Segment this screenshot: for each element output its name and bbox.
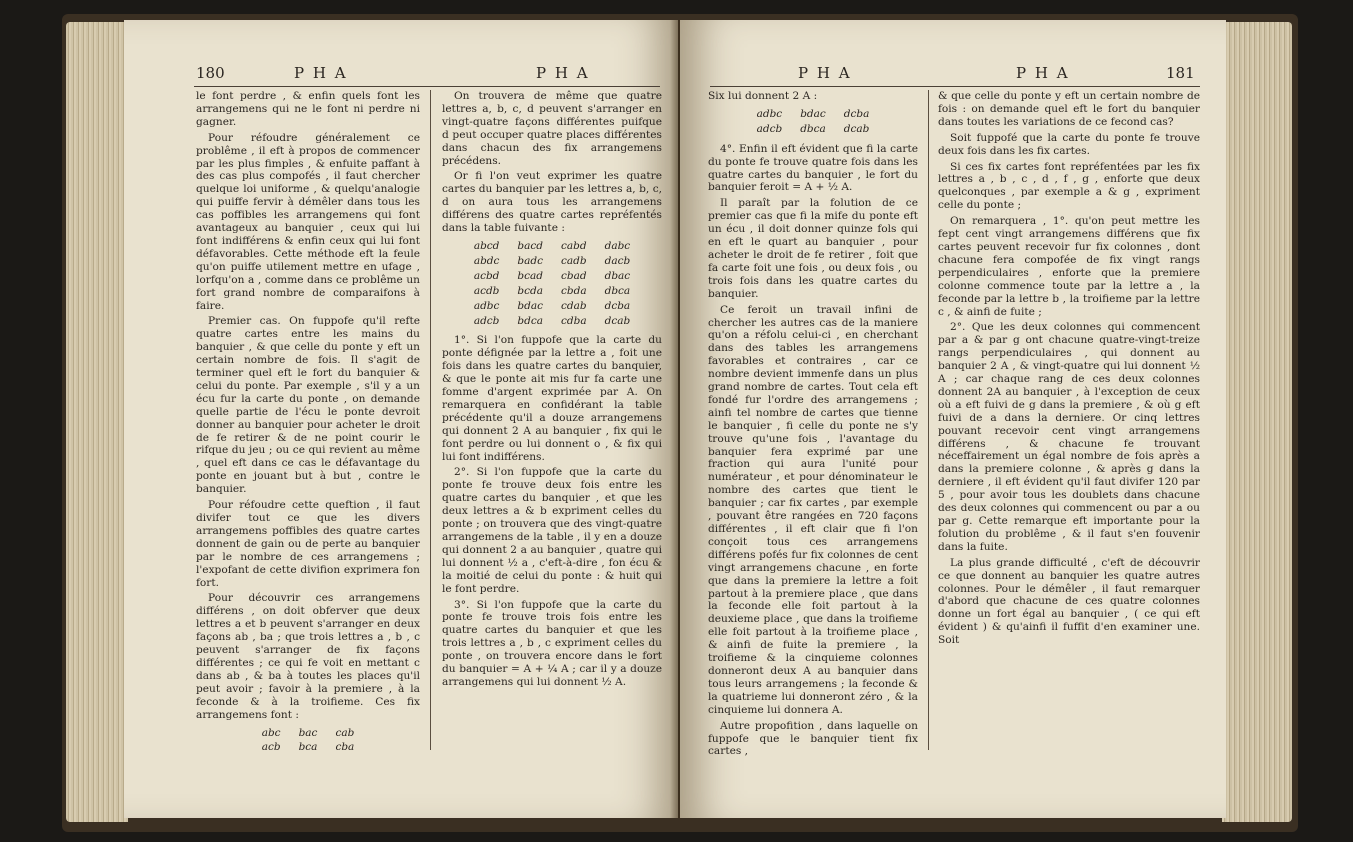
paragraph: La plus grande difficulté , c'eft de découvrir ce que donnent au banquier les quatre autres colonnes. Pour le démêler , il faut remarquer d'abord que chacune de ces quatre colonnes donne un fort égal au banquier , ( ce qui eft évident ) & qu'ainfi il fuffit d'en examiner une. Soit [938,556,1200,647]
table-cell: abc [261,726,281,739]
column-rule [430,90,431,750]
paragraph: 4°. Enfin il eft évident que fi la carte du ponte fe trouve quatre fois dans les quatre cartes du banquier , le fort du banquier feroit = A + ½ A. [708,142,918,194]
table-cell: adcb [756,122,783,135]
table-cell: abcd [473,239,500,252]
table-cell: cdab [561,299,587,312]
page-number: 181 [1166,64,1195,82]
table-cell: adbc [473,299,500,312]
table-cell: bdac [800,107,826,120]
paragraph: On trouvera de même que quatre lettres a, b, c, d peuvent s'arranger en vingt-quatre façons différentes puifque d peut occuper quatre places différentes dans chacun des fix arrangemens précédens. [442,90,662,167]
paragraph: Autre propofition , dans laquelle on fuppofe que le banquier tient fix cartes , [708,719,918,758]
table-cell: dacb [604,254,631,267]
table-cell: bca [298,741,318,754]
right-page [680,20,1226,818]
left-column-1 [196,90,420,761]
table-cell: dbca [604,284,631,297]
table-cell: dcab [604,314,631,327]
paragraph: Si ces fix cartes font repréfentées par les fix lettres a , b , c , d , f , g , enforte que deux quelconques , par exemple a & g , expriment celle du ponte ; [938,160,1200,212]
page-number: 180 [196,64,225,82]
table-cell: cba [335,741,355,754]
table-cell: abdc [473,254,500,267]
table-cell: adbc [756,107,783,120]
permutation-table [708,107,918,137]
header-rule [194,86,660,87]
left-page [124,20,678,818]
running-header: P H A [798,64,852,82]
left-column-2 [442,90,662,692]
paragraph: Soit fuppofé que la carte du ponte fe trouve deux fois dans les fix cartes. [938,131,1200,157]
table-cell: bacd [517,239,543,252]
paragraph: Ce feroit un travail infini de chercher les autres cas de la maniere qu'on a réfolu celui-ci , en cherchant dans des tables les arrangemens favorables et contraires , car ce nombre devient immenfe dans un plus grand nombre de cartes. Tout cela eft fondé fur l'ordre des arrangemens ; ainfi tel nombre de cartes que tienne le banquier , fi celle du ponte ne s'y trouve qu'une fois , l'avantage du banquier fera exprimé par une fraction qui aura l'unité pour numérateur , et pour dénominateur le nombre des cartes que tient le banquier ; car fix cartes , par exemple , pouvant être rangées en 720 façons différentes , il eft clair que fi l'on conçoit tous ces arrangemens différens pofés fur fix colonnes de cent vingt arrangemens chacune , en forte que dans la premiere la lettre a foit partout à la premiere place , que dans la feconde elle foit partout à la deuxieme place , que dans la troifieme elle foit partout à la troifieme place , & ainfi de fuite la premiere , la troifieme & la cinquieme colonnes donneront deux A au banquier dans tous leurs arrangemens ; la feconde & la quatrieme lui donneront zéro , & la cinquieme lui donnera A. [708,303,918,716]
table-cell: dabc [604,239,631,252]
table-cell: badc [517,254,543,267]
table-cell: bcad [517,269,543,282]
running-header: P H A [1016,64,1070,82]
table-cell: bdac [517,299,543,312]
table-cell: cab [335,726,355,739]
table-cell: adcb [473,314,500,327]
paragraph: Premier cas. On fuppofe qu'il refte quatre cartes entre les mains du banquier , & que celle du ponte y eft un certain nombre de fois. Il s'agit de terminer quel eft le fort du banquier & celui du ponte. Par exemple , s'il y a un écu fur la carte du ponte , on demande quelle partie de l'écu le ponte devroit donner au banquier pour acheter le droit de fe retirer & de ne point courir le rifque du jeu ; ou ce qui revient au même , quel eft dans ce cas le défavantage du ponte en jouant but à but , contre le banquier. [196,315,420,496]
table-cell: cbad [561,269,587,282]
paragraph: le font perdre , & enfin quels font les arrangemens qui ne le font ni perdre ni gagner. [196,90,420,128]
table-cell: dbca [800,122,826,135]
table-cell: cadb [561,254,587,267]
header-rule [710,86,1200,87]
table-cell: dbac [604,269,631,282]
paragraph: Six lui donnent 2 A : [708,90,818,102]
table-cell: acbd [473,269,500,282]
paragraph: & que celle du ponte y eft un certain nombre de fois : on demande quel eft le fort du banquier dans toutes les variations de ce fecond cas? [938,90,1200,128]
table-cell: cbda [561,284,587,297]
column-rule [928,90,929,750]
left-page-edges [66,22,128,822]
running-header: P H A [294,64,348,82]
paragraph: 2°. Si l'on fuppofe que la carte du ponte fe trouve deux fois entre les quatre cartes du banquier , et que les deux lettres a & b expriment celles du ponte ; on trouvera que des vingt-quatre arrangemens de la table , il y en a douze qui donnent 2 a au banquier , quatre qui lui donnent ½ a , c'eft-à-dire , fon écu & la moitié de celui du ponte : & huit qui le font perdre. [442,466,662,595]
table-cell: dcba [843,107,870,120]
running-header: P H A [536,64,590,82]
paragraph: 2°. Que les deux colonnes qui commencent par a & par g ont chacune quatre-vingt-treize rangs perpendiculaires , qui donnent au banquier 2 A , & vingt-quatre qui lui donnent ½ A ; car chaque rang de ces deux colonnes donnent 2A au banquier , à l'exception de ceux où a eft fuivi de g dans la premiere , & où g eft fuivi de a dans la derniere. Or cinq lettres pouvant recevoir cent vingt arrangemens différens , & chacune fe trouvant néceffairement un égal nombre de fois après a dans la premiere colonne , & après g dans la derniere , il eft évident qu'il faut divifer 120 par 5 , pour avoir tous les doublets dans chacune des deux colonnes qui commencent ou par a ou par g. Cette remarque eft importante pour la folution du problême , & il faut s'en fouvenir dans la fuite. [938,321,1200,553]
table-cell: dcba [604,299,631,312]
table-cell: bac [298,726,318,739]
table-cell: bcda [517,284,543,297]
permutation-table [196,726,420,756]
table-cell: acdb [473,284,500,297]
paragraph: Pour réfoudre généralement ce problême , il eft à propos de commencer par les plus fimples , & enfuite paffant à des cas plus compofés , il faut chercher quelque loi uniforme , & quelqu'analogie qui puiffe fervir à démêler dans tous les cas poffibles les arrangemens qui font avantageux au banquier , ceux qui lui font indifférens & enfin ceux qui lui font défavorables. Cette méthode eft la feule qu'on puiffe utilement mettre en ufage , lorfqu'on a , comme dans ce problême un fort grand nombre de comparaifons à faire. [196,131,420,312]
table-cell: bdca [517,314,543,327]
paragraph: Il paraît par la folution de ce premier cas que fi la mife du ponte eft un écu , il doit donner quinze fols qui en eft le quart au banquier , pour acheter le droit de fe retirer , foit que fa carte foit une fois , ou deux fois , ou trois fois dans les quatre cartes du banquier. [708,197,918,300]
table-cell: dcab [843,122,870,135]
paragraph: 1°. Si l'on fuppofe que la carte du ponte défignée par la lettre a , foit une fois dans les quatre cartes du banquier, & que le ponte ait mis fur fa carte une fomme d'argent exprimée par A. On remarquera en confidérant la table précédente qu'il a douze arrangemens qui donnent 2 A au banquier , fix qui le font perdre ou lui donnent o , & fix qui lui font indifférens. [442,334,662,463]
paragraph: On remarquera , 1°. qu'on peut mettre les fept cent vingt arrangemens différens que fix cartes peuvent recevoir fur fix colonnes , dont chacune fera compofée de fix vingt rangs perpendiculaires , enforte que la premiere colonne commence toute par la lettre a , la feconde par la lettre b , la troifieme par la lettre c , & ainfi de fuite ; [938,215,1200,318]
paragraph: 3°. Si l'on fuppofe que la carte du ponte fe trouve trois fois entre les quatre cartes du banquier et que les trois lettres a , b , c expriment celles du ponte , on trouvera encore dans le fort du banquier = A + ¼ A ; car il y a douze arrangemens qui lui donnent ½ A. [442,598,662,688]
arrangements-table [442,239,662,328]
table-cell: cabd [561,239,587,252]
right-page-edges [1222,22,1292,822]
paragraph: Or fi l'on veut exprimer les quatre cartes du banquier par les lettres a, b, c, d on aura tous les arrangemens différens des quatre cartes repréfentés dans la table fuivante : [442,170,662,235]
table-cell: cdba [561,314,587,327]
right-column-2 [938,90,1200,650]
paragraph: Pour découvrir ces arrangemens différens , on doit obferver que deux lettres a et b peuvent s'arranger en deux façons ab , ba ; que trois lettres a , b , c peuvent s'arranger de fix façons différentes ; ce qui fe voit en mettant c dans ab , & ba à toutes les places qu'il peut avoir ; favoir à la premiere , à la feconde & à la troifieme. Ces fix arrangemens font : [196,592,420,721]
right-column-1 [708,90,918,761]
table-cell: acb [261,741,281,754]
paragraph: Pour réfoudre cette queftion , il faut divifer tout ce que les divers arrangemens poffibles des quatre cartes donnent de gain ou de perte au banquier par le nombre de ces arrangemens ; l'expofant de cette divifion exprimera fon fort. [196,499,420,589]
